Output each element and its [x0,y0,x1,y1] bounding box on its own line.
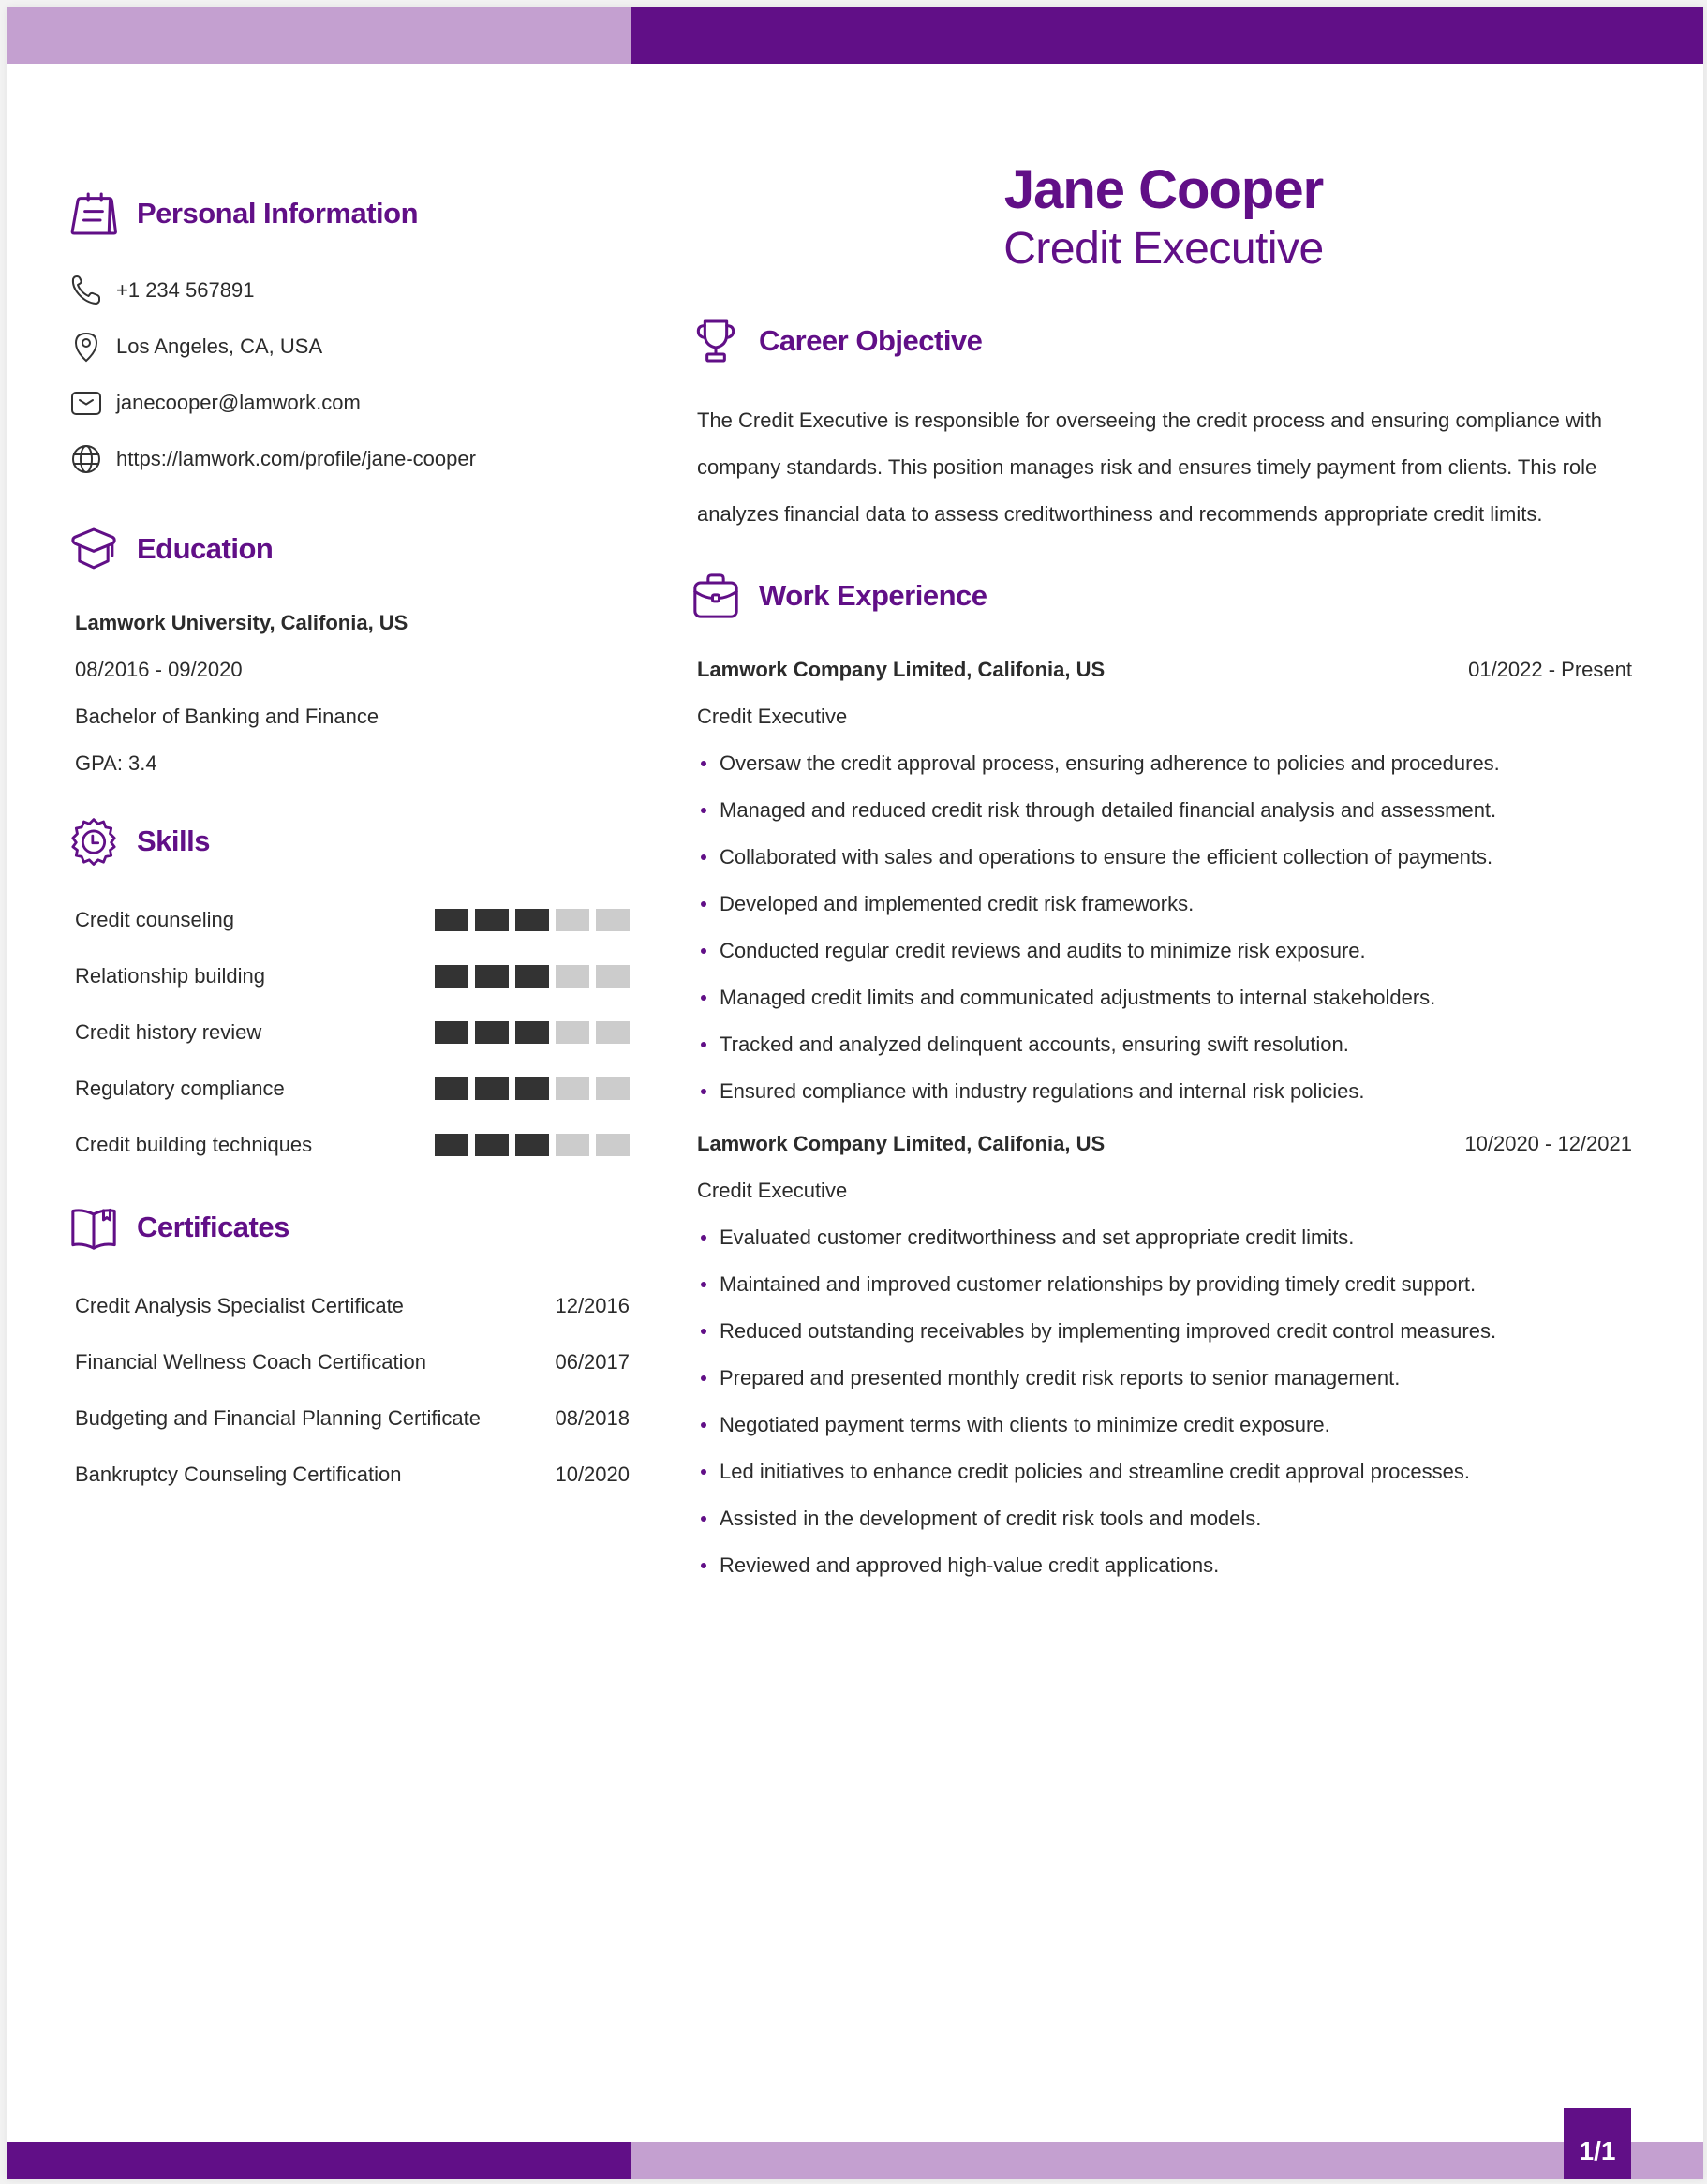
career-objective-text: The Credit Executive is responsible for overseeing the credit process and ensuring compliance with company standards. This position manages risk and ensures timely payment from clients. This role analyzes financial data to assess creditworthiness and recommends appropriate credit limits. [697,409,1603,526]
resume-page [7,7,1703,2179]
personal-information-section [67,186,630,487]
certificate-row [67,1447,630,1503]
certificate-date: 12/2016 [555,1294,630,1317]
top-accent-bar [7,7,1703,64]
certificates-section [67,1199,630,1503]
mail-icon [67,384,105,422]
job-bullet: Developed and implemented credit risk frameworks. [690,881,1636,928]
bullet-dot-icon [701,901,706,907]
top-bar-dark-segment [631,7,1703,64]
job-bullet: Negotiated payment terms with clients to minimize credit exposure. [690,1402,1636,1449]
certificate-row [67,1334,630,1390]
bullet-dot-icon [701,1282,706,1287]
job-header [690,1121,1636,1167]
job-dates: 01/2022 - Present [1468,658,1632,681]
skill-row [67,1117,630,1173]
left-column [67,186,630,1503]
skill-name: Credit counseling [75,908,234,931]
skill-row [67,892,630,948]
job-bullet: Evaluated customer creditworthiness and set appropriate credit limits. [690,1214,1636,1261]
company-name: Lamwork Company Limited, Califonia, US [697,658,1106,681]
skill-row [67,948,630,1004]
job-bullet: Prepared and presented monthly credit risk reports to senior management. [690,1355,1636,1402]
job-entry [690,646,1636,1115]
skill-level-bar [435,965,630,988]
website-link[interactable]: https://lamwork.com/profile/jane-cooper [116,447,476,470]
section-title: Work Experience [759,579,987,612]
bottom-bar-dark-segment [7,2142,631,2179]
section-header [67,186,630,242]
trophy-icon [690,313,746,369]
job-bullet: Oversaw the credit approval process, ensuring adherence to policies and procedures. [690,740,1636,787]
bullet-dot-icon [701,995,706,1001]
skill-level-bar [435,909,630,931]
globe-icon [67,440,105,478]
bullet-dot-icon [701,1042,706,1047]
job-bullet: Assisted in the development of credit risk tools and models. [690,1495,1636,1542]
certificate-name: Financial Wellness Coach Certification [75,1350,426,1374]
section-title: Skills [137,825,210,857]
company-name: Lamwork Company Limited, Califonia, US [697,1132,1106,1155]
section-title: Education [137,532,274,565]
section-header [690,568,1636,624]
contact-phone [67,262,630,319]
certificate-date: 06/2017 [555,1350,630,1374]
bullet-dot-icon [701,1469,706,1475]
certificate-list [67,1278,630,1503]
job-bullets [690,740,1636,1115]
certificate-name: Credit Analysis Specialist Certificate [75,1294,404,1317]
education-entry [67,600,630,787]
location-pin-icon [67,328,105,365]
gear-clock-icon [67,813,124,869]
section-header [67,1199,630,1255]
education-section [67,521,630,787]
candidate-role: Credit Executive [1003,224,1324,274]
work-experience-section [690,568,1636,1589]
bottom-bar-light-segment [631,2142,1703,2179]
job-bullet: Collaborated with sales and operations to ensure the efficient collection of payments. [690,834,1636,881]
page-number-badge [1564,2108,1631,2179]
skill-level-bar [435,1077,630,1100]
skill-name: Relationship building [75,964,266,988]
resume-header [696,157,1631,275]
bullet-dot-icon [701,761,706,766]
job-bullet: Led initiatives to enhance credit policies and streamline credit approval processes. [690,1449,1636,1495]
open-book-icon [67,1199,124,1255]
skill-row [67,1061,630,1117]
section-header [690,313,1636,369]
bullet-dot-icon [701,1375,706,1381]
certificate-date: 10/2020 [555,1463,630,1486]
phone-icon [67,272,105,309]
skill-name: Credit building techniques [75,1133,313,1156]
candidate-name: Jane Cooper [1003,159,1324,220]
job-entry [690,1121,1636,1589]
section-header [67,813,630,869]
phone-value[interactable]: +1 234 567891 [116,278,255,302]
job-bullets [690,1214,1636,1589]
skill-name: Regulatory compliance [75,1077,285,1100]
bullet-dot-icon [701,1563,706,1568]
certificate-name: Bankruptcy Counseling Certification [75,1463,402,1486]
bullet-dot-icon [701,948,706,954]
school-name: Lamwork University, Califonia, US [75,611,408,634]
education-dates: 08/2016 - 09/2020 [75,658,243,681]
email-value[interactable]: janecooper@lamwork.com [116,391,361,414]
job-bullet: Conducted regular credit reviews and audits to minimize risk exposure. [690,928,1636,974]
briefcase-icon [690,568,746,624]
skill-row [67,1004,630,1061]
job-title: Credit Executive [697,705,848,728]
calendar-notes-icon [67,186,124,242]
bullet-dot-icon [701,1089,706,1094]
certificate-row [67,1278,630,1334]
certificate-date: 08/2018 [555,1406,630,1430]
contact-location [67,319,630,375]
job-bullet: Managed and reduced credit risk through detailed financial analysis and assessment. [690,787,1636,834]
gpa: GPA: 3.4 [75,751,157,775]
bullet-dot-icon [701,1516,706,1522]
job-bullet: Reviewed and approved high-value credit applications. [690,1542,1636,1589]
bottom-accent-bar [7,2142,1703,2179]
job-bullet: Ensured compliance with industry regulations and internal risk policies. [690,1068,1636,1115]
top-bar-light-segment [7,7,631,64]
certificate-name: Budgeting and Financial Planning Certificate [75,1406,481,1430]
skill-level-bar [435,1021,630,1044]
bullet-dot-icon [701,808,706,813]
certificate-row [67,1390,630,1447]
location-value: Los Angeles, CA, USA [116,334,323,358]
section-header [67,521,630,577]
contact-email [67,375,630,431]
bullet-dot-icon [701,1235,706,1241]
contact-list [67,262,630,487]
skill-level-bar [435,1134,630,1156]
page-number: 1/1 [1579,2136,1616,2165]
job-header [690,646,1636,693]
job-bullet: Managed credit limits and communicated adjustments to internal stakeholders. [690,974,1636,1021]
job-title: Credit Executive [697,1179,848,1202]
job-dates: 10/2020 - 12/2021 [1464,1132,1632,1155]
bullet-dot-icon [701,1422,706,1428]
job-bullet: Reduced outstanding receivables by implementing improved credit control measures. [690,1308,1636,1355]
contact-website [67,431,630,487]
job-bullet: Maintained and improved customer relationships by providing timely credit support. [690,1261,1636,1308]
bullet-dot-icon [701,1329,706,1334]
graduation-cap-icon [67,521,124,577]
right-column [690,313,1636,1589]
skill-name: Credit history review [75,1020,262,1044]
job-bullet: Tracked and analyzed delinquent accounts, ensuring swift resolution. [690,1021,1636,1068]
section-title: Career Objective [759,324,983,357]
career-objective-section [690,313,1636,538]
bullet-dot-icon [701,854,706,860]
section-title: Personal Information [137,197,419,230]
section-title: Certificates [137,1211,289,1243]
skills-section [67,813,630,1173]
skill-list [67,892,630,1173]
degree: Bachelor of Banking and Finance [75,705,379,728]
